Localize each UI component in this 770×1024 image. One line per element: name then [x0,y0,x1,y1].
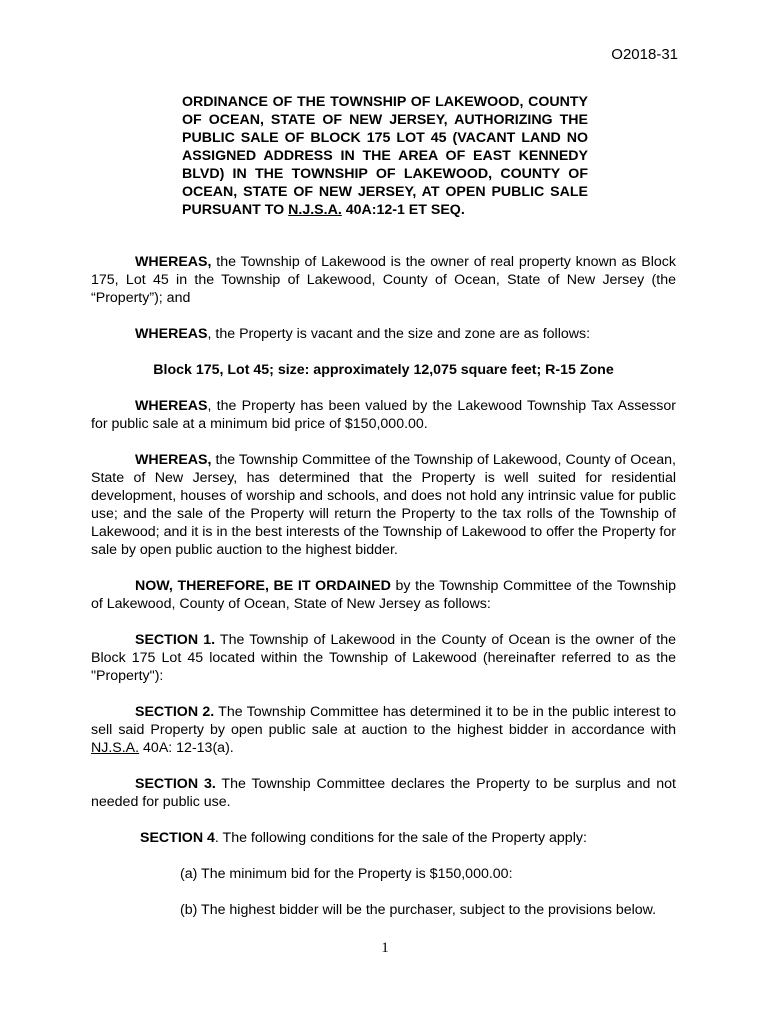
condition-a: (a) The minimum bid for the Property is $150,000.00: [180,866,513,882]
title-main: ORDINANCE OF THE TOWNSHIP OF LAKEWOOD, COUNTY OF OCEAN, STATE OF NEW JERSEY, AUTHORIZING THE PUBLIC SALE OF BLOCK 175 LOT 45 (VACANT LAND NO ASSIGNED ADDRESS IN THE AREA OF EAST KENNEDY BLVD) IN THE TOWNSHIP OF LAKEWOOD, COUNTY OF OCEAN, STATE OF NEW JERSEY, AT OPEN PUBLIC SALE PURSUANT TO [182,94,588,218]
ordained-paragraph [91,577,676,613]
section-4-lead: SECTION 4 [140,830,215,846]
whereas-lead: WHEREAS, [135,254,212,270]
paragraph-text: , the Property has been valued by the Lakewood Township Tax Assessor for public sale at a minimum bid price of $150,000.00. [91,398,676,432]
section-3-lead: SECTION 3. [135,776,216,792]
section-2 [91,703,676,757]
property-description: Block 175, Lot 45; size: approximately 12,075 square feet; R-15 Zone [153,362,614,378]
title-tail: 40A:12-1 ET SEQ. [341,202,465,218]
whereas-lead: WHEREAS, [135,452,212,468]
ordinance-title [182,93,588,219]
section-text: 40A: 12-13(a). [139,740,234,756]
paragraph-text: by the Township Committee of the Township of Lakewood, County of Ocean, State of New Jersey as follows: [91,578,676,612]
section-4 [91,829,676,847]
whereas-determination-paragraph [91,451,676,559]
section-text: The Township of Lakewood in the County of Ocean is the owner of the Block 175 Lot 45 located within the Township of Lakewood (hereinafter referred to as the "Property"): [91,632,676,684]
whereas-valuation-paragraph [91,397,676,433]
section-text: The Township Committee has determined it to be in the public interest to sell said Property by open public sale at auction to the highest bidder in accordance with [91,704,676,738]
title-statute: N.J.S.A. [288,202,342,218]
section-3 [91,775,676,811]
condition-b: (b) The highest bidder will be the purchaser, subject to the provisions below. [180,902,657,918]
section-text: . The following conditions for the sale of the Property apply: [214,830,587,846]
whereas-vacant-paragraph [91,325,676,343]
section-2-lead: SECTION 2. [135,704,215,720]
whereas-lead: WHEREAS [135,326,208,342]
ordinance-number: O2018-31 [611,46,678,63]
section-1 [91,631,676,685]
paragraph-text: the Township of Lakewood is the owner of real property known as Block 175, Lot 45 in the Township of Lakewood, County of Ocean, State of New Jersey (the “Property”); and [91,254,676,306]
section-text: The Township Committee declares the Property to be surplus and not needed for public use. [91,776,676,810]
section-1-lead: SECTION 1. [135,632,216,648]
paragraph-text: , the Property is vacant and the size and zone are as follows: [207,326,591,342]
ordinance-body [91,253,676,937]
statute-reference: NJ.S.A. [91,740,140,756]
paragraph-text: the Township Committee of the Township of Lakewood, County of Ocean, State of New Jersey, has determined that the Property is well suited for residential development, houses of worship and schools, and does not hold any intrinsic value for public use; and the sale of the Property will return the Property to the tax rolls of the Township of Lakewood; and it is in the best interests of the Township of Lakewood to offer the Property for sale by open public auction to the highest bidder. [91,452,676,558]
page-number: 1 [381,940,389,956]
whereas-owner-paragraph [91,253,676,307]
whereas-lead: WHEREAS [135,398,208,414]
ordained-lead: NOW, THEREFORE, BE IT ORDAINED [135,578,391,594]
